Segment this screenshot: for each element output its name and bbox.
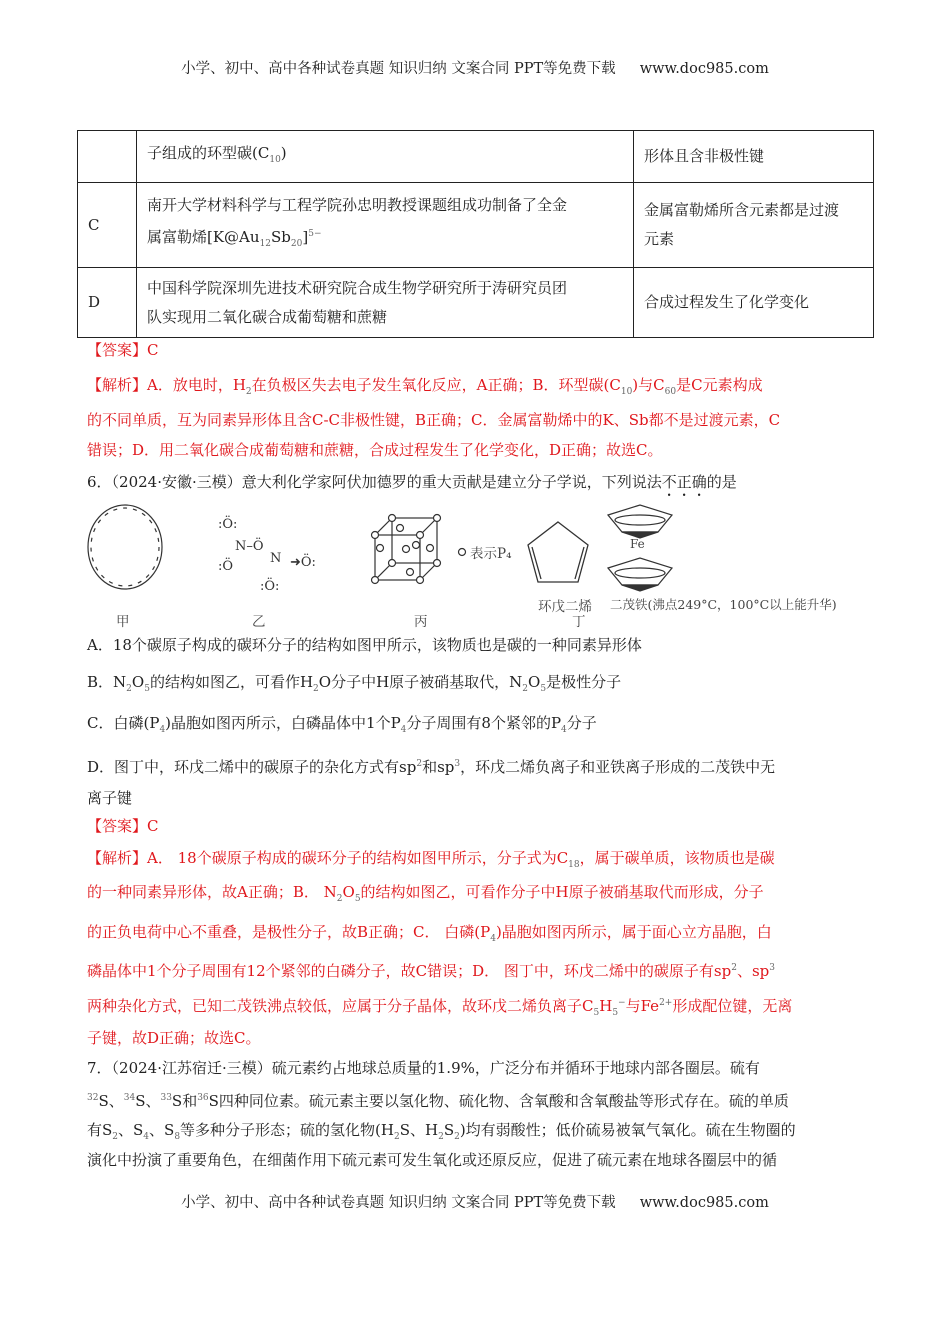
table-row [78,183,874,268]
fe-label: Fe [630,537,645,551]
page-footer [0,1191,950,1212]
cyclopentadiene-diagram [528,522,588,582]
text-segment: 的一种同素异形体，故A正确；B． N [87,883,337,901]
text-segment: 、S [118,1121,144,1139]
answer-line [87,993,792,1023]
text-segment: 12 [259,239,272,249]
text-segment: )均有弱酸性；低价硫易被氧气氧化。硫在生物圈的 [459,1121,796,1139]
text-segment: 5− [308,229,322,239]
cell-line [147,303,623,332]
text-segment: 队实现用二氧化碳合成葡萄糖和蔗糖 [147,307,388,326]
row-claim [634,268,874,338]
answer-line [87,410,780,430]
carbon-ring-diagram [88,505,162,589]
text-segment: 的是 [706,473,737,491]
text-segment: 5 [593,1008,600,1018]
text-segment: 元素 [644,230,675,248]
question-line [87,1120,796,1147]
text-segment: 【答案】C [87,341,159,359]
text-segment: 【解析】A．放电时，H [87,376,246,394]
text-segment: 形体且含非极性键 [644,147,765,165]
answer-line [87,1028,261,1048]
text-segment: )与C [632,376,665,394]
text-segment: 的结构如图乙，可看作H [149,673,314,691]
cell-line [147,220,623,259]
text-segment: D．图丁中，环戊二烯中的碳原子的杂化方式有sp [87,758,417,776]
text-segment: 2 [731,963,737,973]
text-segment: 5 [354,894,361,904]
text-segment: 4 [143,1132,150,1142]
p4-unit-cell-diagram [372,515,466,584]
answer-line [87,375,763,402]
text-segment: 2 [336,894,343,904]
row-label [78,131,137,183]
header-text: 小学、初中、高中各种试卷真题 知识归纳 文案合同 PPT等免费下载 [181,61,616,77]
text-segment: 2 [245,387,252,397]
text-segment: C．白磷(P [87,714,160,732]
cyclopentadiene-label: 环戊二烯 [538,599,592,615]
text-segment: 20 [290,239,303,249]
answer-line [87,440,663,460]
text-segment: 2 [454,1132,460,1142]
text-segment: S四种同位素。硫元素主要以氢化物、硫化物、含氧酸和含氧酸盐等形式存在。硫的单质 [208,1092,789,1110]
header-site[interactable]: www.doc985.com [639,61,769,77]
cell-line [644,196,863,225]
question-line [87,472,737,500]
text-segment: S、 [135,1092,161,1110]
question-line [87,635,642,655]
text-segment: O [131,673,145,691]
text-segment: 【答案】C [87,817,159,835]
ferrocene-label: 二茂铁(沸点249°C，100°C以上能升华) [610,597,837,612]
question-line [87,672,621,699]
text-segment: 等多种分子形态；硫的氢化物(H [180,1121,394,1139]
question-line [87,754,775,777]
text-segment: )晶胞如图丙所示，白磷晶体中1个P [165,714,401,732]
text-segment: 3 [454,759,461,769]
text-segment: 2 [126,684,132,694]
table-row [78,268,874,338]
text-segment: S、 [98,1092,124,1110]
text-segment: 4 [561,725,567,735]
text-segment: 2 [416,759,423,769]
text-segment: 2 [393,1132,400,1142]
text-segment: ，环戊二烯负离子和亚铁离子形成的二茂铁中无 [460,758,776,776]
svg-text::Ö:: :Ö: [260,579,280,594]
text-segment: 的结构如图乙，可看作分子中H原子被硝基取代而形成，分子 [360,883,764,901]
question-line [87,1088,789,1111]
table-row [78,131,874,183]
text-segment: 、S [149,1121,175,1139]
row-label: C [78,183,137,268]
question-line [87,788,132,808]
text-segment: Sb [271,228,291,246]
question-line [87,713,597,740]
text-segment: 有S [87,1121,113,1139]
text-segment: 子组成的环型碳( [147,143,258,162]
text-segment: 是C元素构成 [676,376,763,394]
text-segment: C [257,143,270,162]
text-segment: 两种杂化方式，已知二茂铁沸点较低，应属于分子晶体，故环戊二烯负离子C [87,997,594,1015]
text-segment: 4 [159,725,166,735]
answer-line [87,958,775,981]
page-header [0,57,950,78]
text-segment: 32 [87,1093,99,1103]
text-segment: 33 [160,1093,172,1103]
text-segment: 合成过程发生了化学变化 [644,293,810,311]
footer-site[interactable]: www.doc985.com [639,1195,769,1211]
question-figures [80,500,880,630]
answer-line [87,816,158,836]
text-segment: 10 [620,387,633,397]
text-segment: 2+ [659,998,673,1008]
cell-line [147,274,623,303]
answer-line [87,922,772,949]
footer-text: 小学、初中、高中各种试卷真题 知识归纳 文案合同 PPT等免费下载 [181,1195,616,1211]
cell-line [644,225,863,254]
text-segment: H [599,997,613,1015]
text-segment: 2 [438,1132,444,1142]
text-segment: 演化中扮演了重要角色，在细菌作用下硫元素可发生氧化或还原反应，促进了硫元素在地球各圈层中的循 [87,1151,778,1169]
label-jia: 甲 [116,614,130,630]
text-segment: 和sp [422,758,455,776]
text-segment: 5 [540,684,547,694]
label-ding: 丁 [572,614,586,630]
text-segment: )晶胞如图丙所示，属于面心立方晶胞，白 [495,923,772,941]
text-segment: 18 [568,860,580,870]
text-segment: 离子键 [87,789,133,807]
text-segment: 是极性分子 [546,673,622,691]
text-segment: 中国科学院深圳先进技术研究院合成生物学研究所于涛研究员团 [147,278,568,297]
text-segment: 2 [522,684,529,694]
n2o5-diagram [218,515,316,594]
cell-line [644,288,863,317]
svg-text:N–Ö: N–Ö [235,539,264,554]
text-segment: O [528,673,541,691]
text-segment: 、sp [736,962,770,980]
text-segment: 属富勒烯[K@Au [147,228,260,246]
row-claim [634,183,874,268]
text-segment: 南开大学材料科学与工程学院孙忠明教授课题组成功制备了全金 [147,196,568,214]
cell-line [644,142,863,171]
answer-line [87,340,158,360]
text-segment: ，属于碳单质，该物质也是碳 [579,849,775,867]
text-segment: 子键，故D正确；故选C。 [87,1029,261,1047]
text-segment: 3 [769,963,775,973]
text-segment: 在负极区失去电子发生氧化反应，A正确；B．环型碳(C [251,376,621,394]
svg-text:N: N [270,551,282,566]
text-segment: B．N [87,673,127,691]
text-segment: 形成配位键，无离 [672,997,793,1015]
text-segment: 2 [112,1132,119,1142]
svg-text::Ö: :Ö [218,559,234,574]
cell-line [147,191,623,220]
text-segment: 10 [269,154,281,165]
text-segment: 错误；D．用二氧化碳合成葡萄糖和蔗糖，合成过程发生了化学变化，D正确；故选C。 [87,441,663,459]
text-segment: 与Fe [625,997,660,1015]
text-segment: 5 [144,684,150,694]
text-segment: 分子周围有8个紧邻的P [406,714,562,732]
text-segment: ] [302,228,309,246]
text-segment: 的正负电荷中心不重叠，是极性分子，故B正确；C． 白磷(P [87,923,491,941]
svg-text:➜Ö:: ➜Ö: [290,555,316,570]
row-content [137,268,634,338]
question-line [87,1058,760,1078]
text-segment: 7．（2024·江苏宿迁·三模）硫元素约占地球总质量的1.9%，广泛分布并循环于地球内部各圈层。硫有 [87,1059,760,1077]
text-segment: 的不同单质，互为同素异形体且含C-C非极性键，B正确；C．金属富勒烯中的K、Sb都不是过渡元素，C [87,411,781,429]
row-content [137,183,634,268]
text-segment: O [342,883,355,901]
row-label: D [78,268,137,338]
text-segment: 5 [612,1008,619,1018]
text-segment: A．18个碳原子构成的碳环分子的结构如图甲所示，该物质也是碳的一种同素异形体 [87,636,642,654]
text-segment: ) [280,143,287,162]
text-segment: S和 [171,1092,198,1110]
row-claim [634,131,874,183]
text-segment: S、H [399,1121,439,1139]
question-line [87,1150,777,1170]
p4-legend: 表示P₄ [470,546,512,562]
row-content [137,131,634,183]
cell-line [147,139,623,175]
text-segment: 2 [313,684,319,694]
answer-line [87,882,764,909]
text-segment: 34 [123,1093,136,1103]
text-segment: 金属富勒烯所含元素都是过渡 [644,201,840,219]
text-segment: 不正确 [661,473,707,491]
text-segment: − [618,998,626,1008]
text-segment: 60 [664,387,677,397]
text-segment: S [443,1121,455,1139]
text-segment: 4 [400,725,407,735]
text-segment: 8 [174,1132,181,1142]
text-segment: O分子中H原子被硝基取代，N [318,673,523,691]
text-segment: 分子 [566,714,597,732]
text-segment: 4 [490,934,496,944]
text-segment: 【解析】A． 18个碳原子构成的碳环分子的结构如图甲所示，分子式为C [87,849,569,867]
svg-text::Ö:: :Ö: [218,517,238,532]
answer-line [87,848,775,875]
options-table [77,130,874,338]
text-segment: 36 [197,1093,209,1103]
label-yi: 乙 [252,614,266,630]
text-segment: 磷晶体中1个分子周围有12个紧邻的白磷分子，故C错误；D． 图丁中，环戊二烯中的碳原子有sp [87,962,732,980]
label-bing: 丙 [414,614,428,630]
text-segment: 6．（2024·安徽·三模）意大利化学家阿伏加德罗的重大贡献是建立分子学说，下列说法 [87,473,662,491]
